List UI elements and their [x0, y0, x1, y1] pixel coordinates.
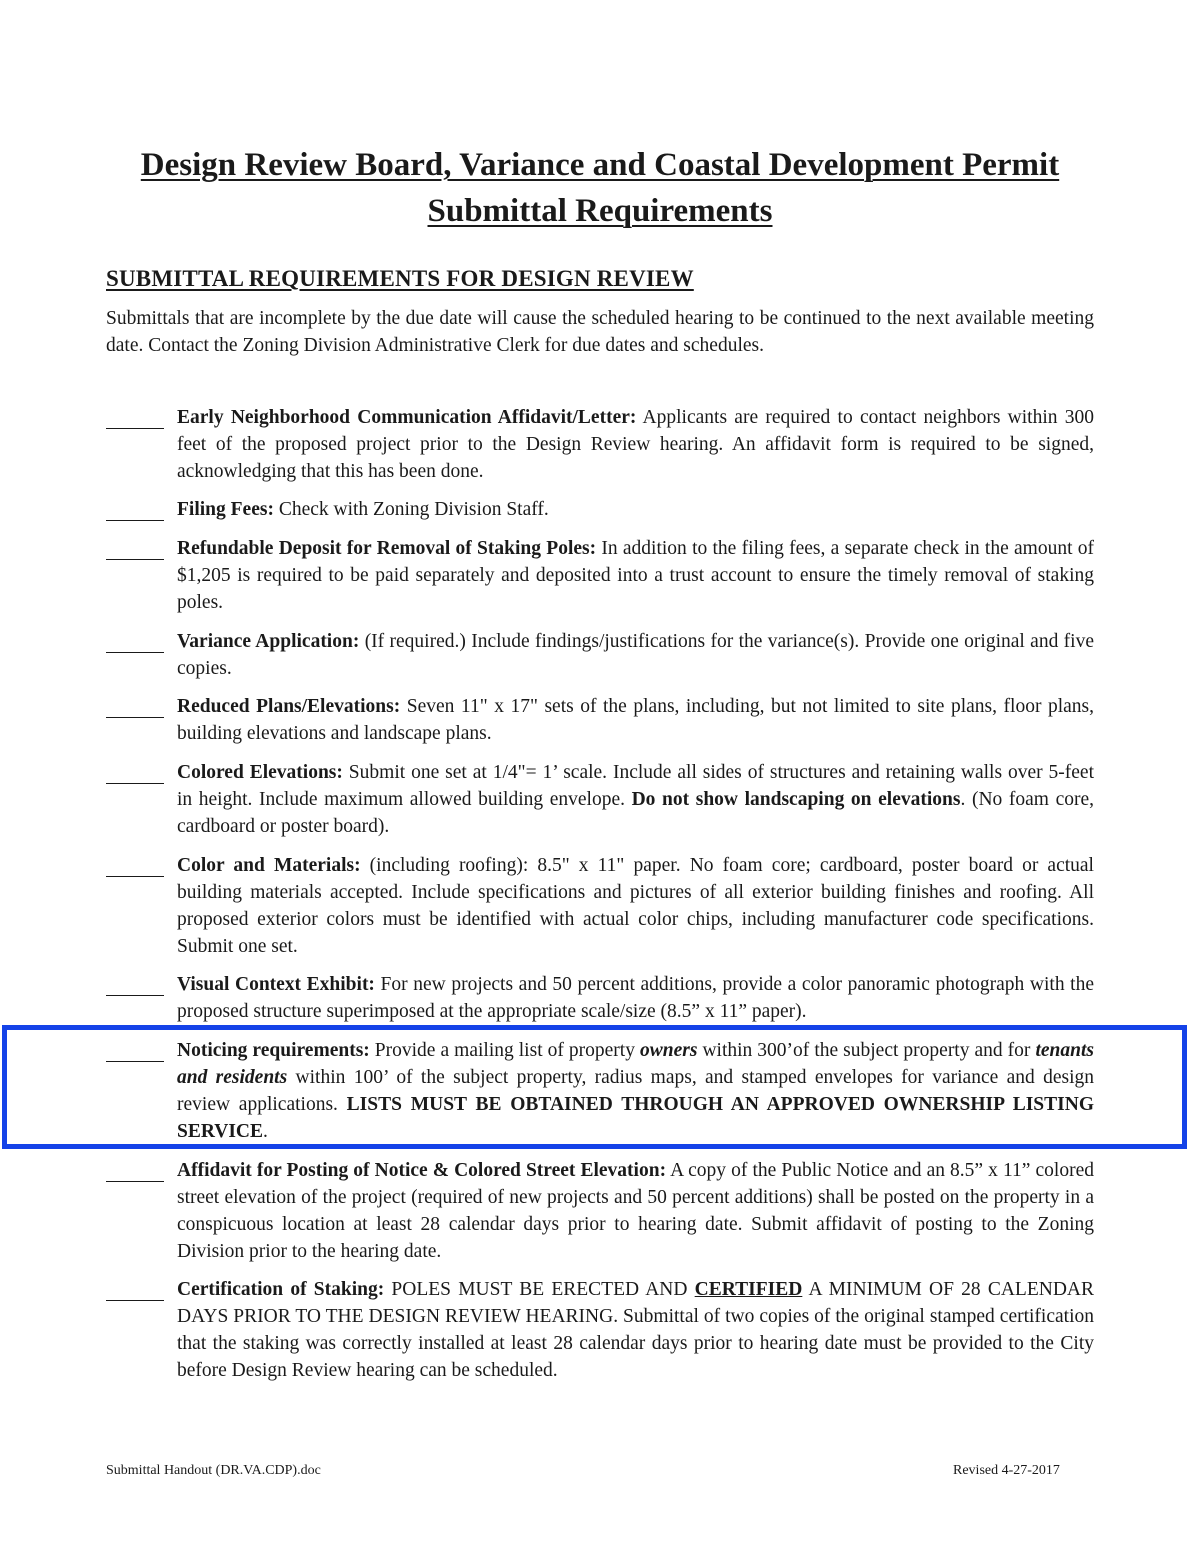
footer-filename: Submittal Handout (DR.VA.CDP).doc — [106, 1463, 321, 1478]
item-label: Colored Elevations: — [177, 762, 343, 783]
page-title — [100, 142, 1100, 234]
requirement-item — [106, 496, 1094, 523]
item-label: Certification of Staking: — [177, 1279, 385, 1300]
requirement-item — [106, 1157, 1094, 1265]
item-text: POLES MUST BE ERECTED AND — [384, 1279, 695, 1300]
item-text: within 300’of the subject property and for — [697, 1040, 1036, 1061]
item-text: (including roofing): 8.5" x 11" paper. No foam core; cardboard, poster board or actual building materials accepted. Include specifications and pictures of all exterior building finishes and roofing. All proposed exterior colors must be identified with actual color chips, including manufacturer code specifications. Submit one set. — [177, 855, 1094, 957]
requirement-item — [106, 852, 1094, 960]
item-label: Reduced Plans/Elevations: — [177, 696, 401, 717]
item-text: within 100’ of the subject property, radius maps, and stamped envelopes for variance and design review applications. — [177, 1067, 1094, 1115]
item-label: Visual Context Exhibit: — [177, 974, 375, 995]
item-emphasis: LISTS MUST BE OBTAINED THROUGH AN APPROVED OWNERSHIP LISTING SERVICE — [177, 1094, 1094, 1142]
requirement-item — [106, 535, 1094, 616]
checkbox-blank-line[interactable] — [106, 1165, 164, 1182]
requirement-item — [106, 1276, 1094, 1384]
checkbox-blank-line[interactable] — [106, 636, 164, 653]
item-emphasis: tenants and residents — [177, 1040, 1094, 1088]
title-line-1: Design Review Board, Variance and Coastal Development Permit — [140, 147, 1060, 183]
item-label: Variance Application: — [177, 631, 360, 652]
section-heading: SUBMITTAL REQUIREMENTS FOR DESIGN REVIEW — [106, 266, 694, 291]
item-text: A copy of the Public Notice and an 8.5” x 11” colored street elevation of the project (required of new projects and 50 percent additions) shall be posted on the property in a conspicuous location at least 28 calendar days prior to hearing date. Submit affidavit of posting to the Zoning Division prior to the hearing date. — [177, 1160, 1094, 1262]
checkbox-blank-line[interactable] — [106, 860, 164, 877]
item-text: Seven 11" x 17" sets of the plans, including, but not limited to site plans, floor plans, building elevations and landscape plans. — [177, 696, 1094, 744]
footer-revised-date: Revised 4-27-2017 — [953, 1463, 1060, 1478]
checkbox-blank-line[interactable] — [106, 1284, 164, 1301]
requirement-item — [106, 971, 1094, 1025]
checkbox-blank-line[interactable] — [106, 412, 164, 429]
item-text: Check with Zoning Division Staff. — [273, 499, 549, 520]
requirement-item — [106, 404, 1094, 485]
item-text: . — [263, 1121, 268, 1142]
title-line-2: Submittal Requirements — [427, 193, 773, 229]
checkbox-blank-line[interactable] — [106, 504, 164, 521]
item-text: Submit one set at 1/4"= 1’ scale. Include all sides of structures and retaining walls over 5-feet in height. Include maximum allowed building envelope. — [177, 762, 1094, 810]
item-emphasis: owners — [639, 1040, 698, 1061]
item-label: Color and Materials: — [177, 855, 361, 876]
item-emphasis: Do not show landscaping on elevations — [631, 789, 961, 810]
checkbox-blank-line[interactable] — [106, 979, 164, 996]
requirement-item-highlighted — [106, 1037, 1094, 1145]
checkbox-blank-line[interactable] — [106, 701, 164, 718]
requirement-item — [106, 693, 1094, 747]
requirement-item — [106, 759, 1094, 840]
item-text: Applicants are required to contact neighbors within 300 feet of the proposed project prior to the Design Review hearing. An affidavit form is required to be signed, acknowledging that this has been done. — [177, 407, 1094, 482]
intro-paragraph: Submittals that are incomplete by the due date will cause the scheduled hearing to be continued to the next available meeting date. Contact the Zoning Division Administrative Clerk for due dates and schedules. — [106, 308, 1094, 356]
item-label: Early Neighborhood Communication Affidavit/Letter: — [177, 407, 637, 428]
item-label: Noticing requirements: — [177, 1040, 370, 1061]
item-text: Provide a mailing list of property — [369, 1040, 640, 1061]
item-text: For new projects and 50 percent additions, provide a color panoramic photograph with the proposed structure superimposed at the appropriate scale/size (8.5” x 11” paper). — [177, 974, 1094, 1022]
item-label: Affidavit for Posting of Notice & Colored Street Elevation: — [177, 1160, 667, 1181]
item-label: Refundable Deposit for Removal of Staking Poles: — [177, 538, 597, 559]
item-text: A MINIMUM OF 28 CALENDAR DAYS PRIOR TO THE DESIGN REVIEW HEARING. Submittal of two copies of the original stamped certification that the staking was correctly installed at least 28 calendar days prior to hearing date must be provided to the City before Design Review hearing can be scheduled. — [177, 1279, 1095, 1381]
requirement-item — [106, 628, 1094, 682]
checkbox-blank-line[interactable] — [106, 543, 164, 560]
item-text: . (No foam core, cardboard or poster board). — [177, 789, 1094, 837]
item-text: (If required.) Include findings/justifications for the variance(s). Provide one original and five copies. — [177, 631, 1094, 679]
item-label: Filing Fees: — [177, 499, 274, 520]
item-emphasis: CERTIFIED — [694, 1279, 803, 1300]
checkbox-blank-line[interactable] — [106, 1045, 164, 1062]
item-text: In addition to the filing fees, a separate check in the amount of $1,205 is required to be paid separately and deposited into a trust account to ensure the timely removal of staking poles. — [177, 538, 1095, 613]
checkbox-blank-line[interactable] — [106, 767, 164, 784]
